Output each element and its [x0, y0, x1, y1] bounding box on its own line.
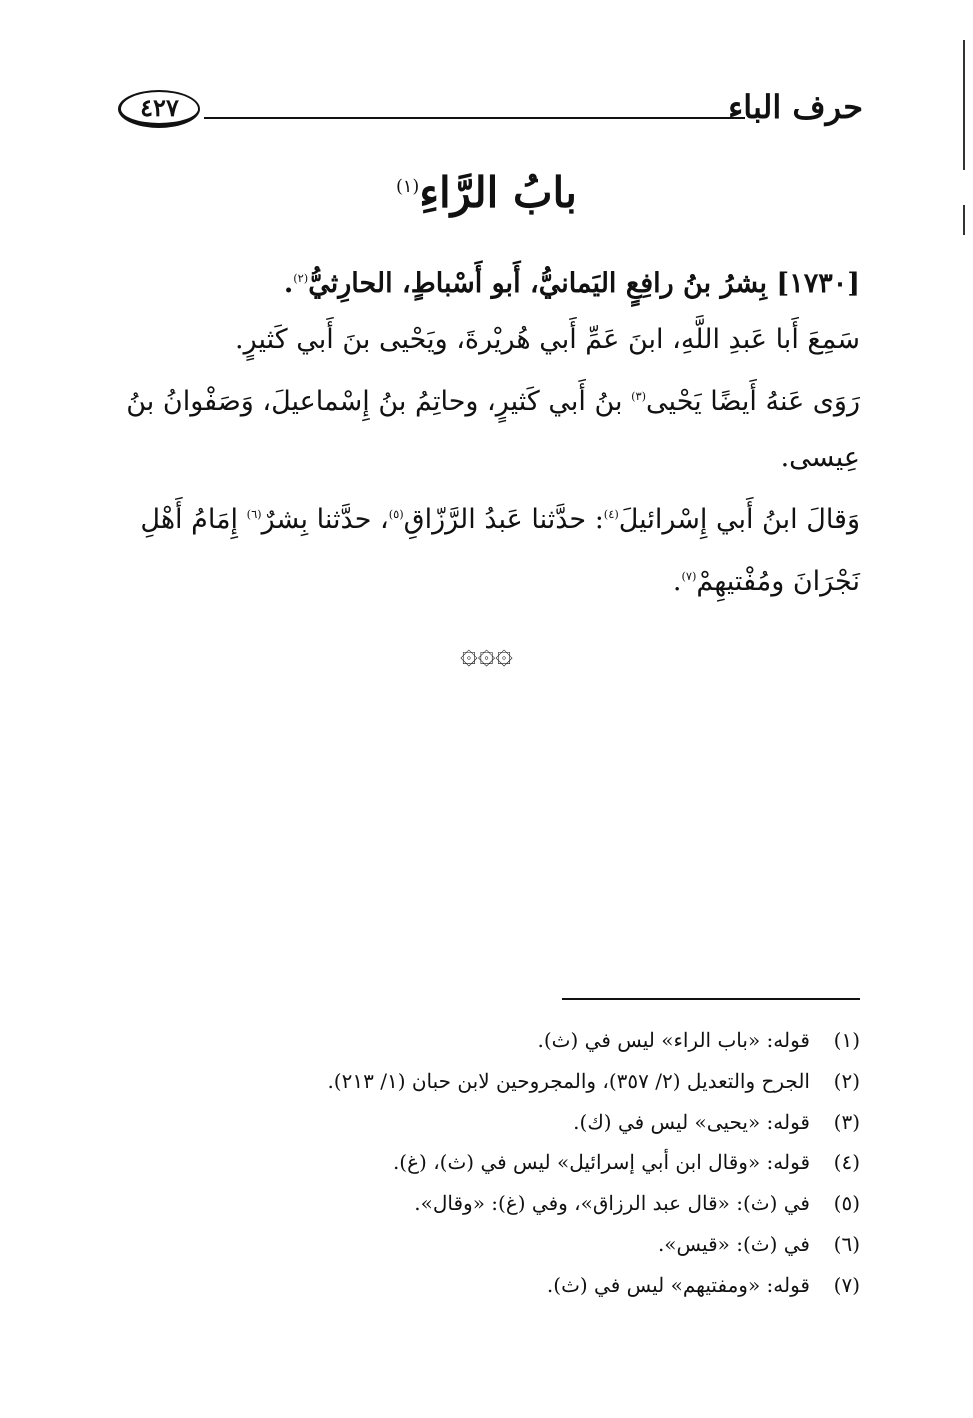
running-header [118, 88, 863, 144]
footnotes-list [110, 1020, 860, 1306]
page-number: ٤٢٧ [118, 90, 200, 128]
text-run: . [672, 566, 682, 597]
footnote-rule [562, 998, 860, 1000]
chapter-title-text: بابُ الرَّاءِ [419, 168, 577, 217]
paragraph-said [110, 486, 860, 610]
footnote-number: (٧) [833, 1272, 860, 1297]
footnote [110, 1224, 860, 1265]
text-run: ، حدَّثنا بِشرٌ [261, 504, 389, 535]
paragraph-narrated [110, 368, 860, 486]
footnote-ref: (١) [396, 177, 420, 197]
text-run: رَوَى عَنهُ أَيضًا يَحْيى [646, 386, 860, 417]
footnote-ref: (٢) [293, 271, 309, 285]
footnote-number: (٤) [833, 1150, 860, 1175]
text-run: وَقالَ ابنُ أَبي إِسْرائيلَ [618, 504, 860, 535]
footnote-ref: (٦) [246, 507, 262, 521]
footnote-number: (٢) [833, 1068, 860, 1093]
footnote [110, 1183, 860, 1224]
running-title: حرف الباء [728, 88, 863, 126]
footnote-text: قوله: «وقال ابن أبي إسرائيل» ليس في (ث)، (غ). [392, 1150, 810, 1175]
footnote [110, 1061, 860, 1102]
footnote-ref: (٣) [631, 389, 647, 403]
text-run: إِمَامُ أَهْلِ نَجْرَانَ ومُفْتيهِمْ [140, 504, 860, 597]
footnote-number: (١) [833, 1028, 860, 1052]
text-run: : حدَّثنا عَبدُ الرَّزّاقِ [403, 504, 604, 535]
footnote [110, 1265, 860, 1306]
margin-line [963, 40, 965, 170]
entry-heading [110, 250, 860, 312]
footnote-text: قوله: «باب الراء» ليس في (ث). [537, 1028, 810, 1052]
header-rule [204, 117, 745, 119]
ornament-divider: ۞۞۞ [460, 636, 513, 671]
entry-end: . [283, 268, 294, 299]
footnote-text: قوله: «يحيى» ليس في (ك). [573, 1109, 810, 1134]
footnote [110, 1102, 860, 1143]
chapter-title [0, 168, 973, 217]
footnote-number: (٥) [833, 1191, 860, 1216]
footnote-number: (٣) [833, 1109, 860, 1134]
footnote-ref: (٧) [681, 569, 697, 583]
footnote-text: قوله: «ومفتيهم» ليس في (ث). [546, 1272, 810, 1297]
footnote-number: (٦) [833, 1231, 860, 1256]
footnote-ref: (٤) [603, 507, 619, 521]
footnote-text: في (ث): «قيس». [657, 1231, 810, 1256]
paragraph-heard: سَمِعَ أَبا عَبدِ اللَّهِ، ابنَ عَمِّ أَبي هُريْرةَ، ويَحْيى بنَ أَبي كَثيرٍ. [235, 324, 860, 355]
entry-name: بِشرُ بنُ رافِعٍ اليَمانيُّ، أَبو أَسْباطٍ، الحارِثيُّ [308, 268, 768, 299]
footnote-text: الجرح والتعديل (٢/ ٣٥٧)، والمجروحين لابن حبان (١/ ٢١٣). [327, 1068, 810, 1093]
body-text [110, 250, 860, 610]
footnote [110, 1142, 860, 1183]
text-run: بنُ أَبي كَثيرٍ، وحاتِمُ بنُ إِسْماعيلَ، وَصَفْوانُ بنُ عِيسى. [126, 386, 860, 473]
footnote-text: في (ث): «قال عبد الرزاق»، وفي (غ): «وقال». [414, 1191, 810, 1216]
footnote [110, 1020, 860, 1061]
entry-number: [١٧٣٠] [776, 268, 860, 299]
footnote-ref: (٥) [388, 507, 404, 521]
